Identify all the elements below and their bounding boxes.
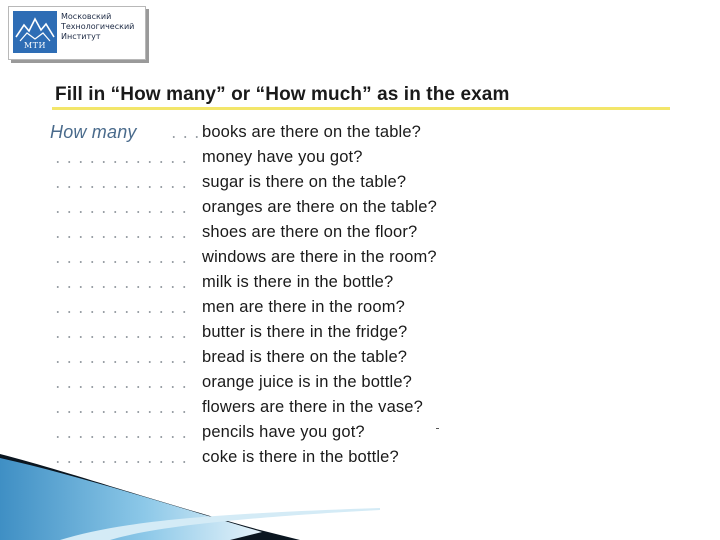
answer-blank xyxy=(50,401,195,415)
logo-name-line: Технологический xyxy=(61,22,135,31)
exercise-list xyxy=(50,120,520,470)
answer-blank xyxy=(50,276,195,290)
decorative-swoosh xyxy=(0,448,380,540)
dotted-line xyxy=(52,236,192,238)
heading-underline xyxy=(52,107,670,110)
exercise-row xyxy=(50,195,520,220)
answer-blank xyxy=(50,176,195,190)
dotted-line xyxy=(52,311,192,313)
logo-institute-name xyxy=(61,12,145,42)
exercise-row xyxy=(50,420,520,445)
sentence-text: oranges are there on the table? xyxy=(202,198,437,216)
sentence-text: shoes are there on the floor? xyxy=(202,223,418,241)
dotted-line xyxy=(52,386,192,388)
answer-blank xyxy=(50,326,195,340)
exercise-row xyxy=(50,220,520,245)
exercise-row xyxy=(50,145,520,170)
exercise-row xyxy=(50,245,520,270)
answer-blank xyxy=(50,251,195,265)
institute-logo xyxy=(8,6,146,60)
sentence-text: milk is there in the bottle? xyxy=(202,273,394,291)
answer-blank xyxy=(50,122,195,142)
dotted-line xyxy=(52,186,192,188)
sentence-text: windows are there in the room? xyxy=(202,248,437,266)
sentence-text: flowers are there in the vase? xyxy=(202,398,423,416)
answer-blank xyxy=(50,376,195,390)
sentence-text: bread is there on the table? xyxy=(202,348,408,366)
dotted-line xyxy=(52,211,192,213)
answer-blank xyxy=(50,201,195,215)
answer-blank xyxy=(50,226,195,240)
sentence-text: money have you got? xyxy=(202,148,363,166)
sentence-text: books are there on the table? xyxy=(202,123,422,141)
dotted-line xyxy=(52,336,192,338)
exercise-row xyxy=(50,395,520,420)
exercise-row xyxy=(50,370,520,395)
exercise-row xyxy=(50,320,520,345)
logo-name-line: Московский xyxy=(61,12,112,21)
answer-blank xyxy=(50,301,195,315)
stray-mark xyxy=(436,428,439,429)
exercise-row xyxy=(50,120,520,145)
sentence-text: pencils have you got? xyxy=(202,423,365,441)
dotted-line xyxy=(52,361,192,363)
dotted-line xyxy=(52,161,192,163)
answer-blank xyxy=(50,351,195,365)
logo-abbreviation: МТИ xyxy=(23,41,46,50)
dotted-line xyxy=(168,136,202,138)
exercise-row xyxy=(50,270,520,295)
sentence-text: men are there in the room? xyxy=(202,298,405,316)
dotted-line xyxy=(52,411,192,413)
logo-mountains-icon xyxy=(13,11,57,53)
dotted-line xyxy=(52,436,192,438)
sentence-text: sugar is there on the table? xyxy=(202,173,407,191)
logo-name-line: Институт xyxy=(61,32,101,41)
exercise-row xyxy=(50,345,520,370)
exercise-row xyxy=(50,295,520,320)
exercise-row xyxy=(50,170,520,195)
sentence-text: orange juice is in the bottle? xyxy=(202,373,412,391)
answer-blank xyxy=(50,426,195,440)
sentence-text: butter is there in the fridge? xyxy=(202,323,408,341)
dotted-line xyxy=(52,261,192,263)
answer-blank xyxy=(50,151,195,165)
exercise-heading: Fill in “How many” or “How much” as in the exam xyxy=(55,84,510,105)
example-answer: How many xyxy=(50,122,137,142)
dotted-line xyxy=(52,286,192,288)
sentence-text: coke is there in the bottle? xyxy=(202,448,399,466)
